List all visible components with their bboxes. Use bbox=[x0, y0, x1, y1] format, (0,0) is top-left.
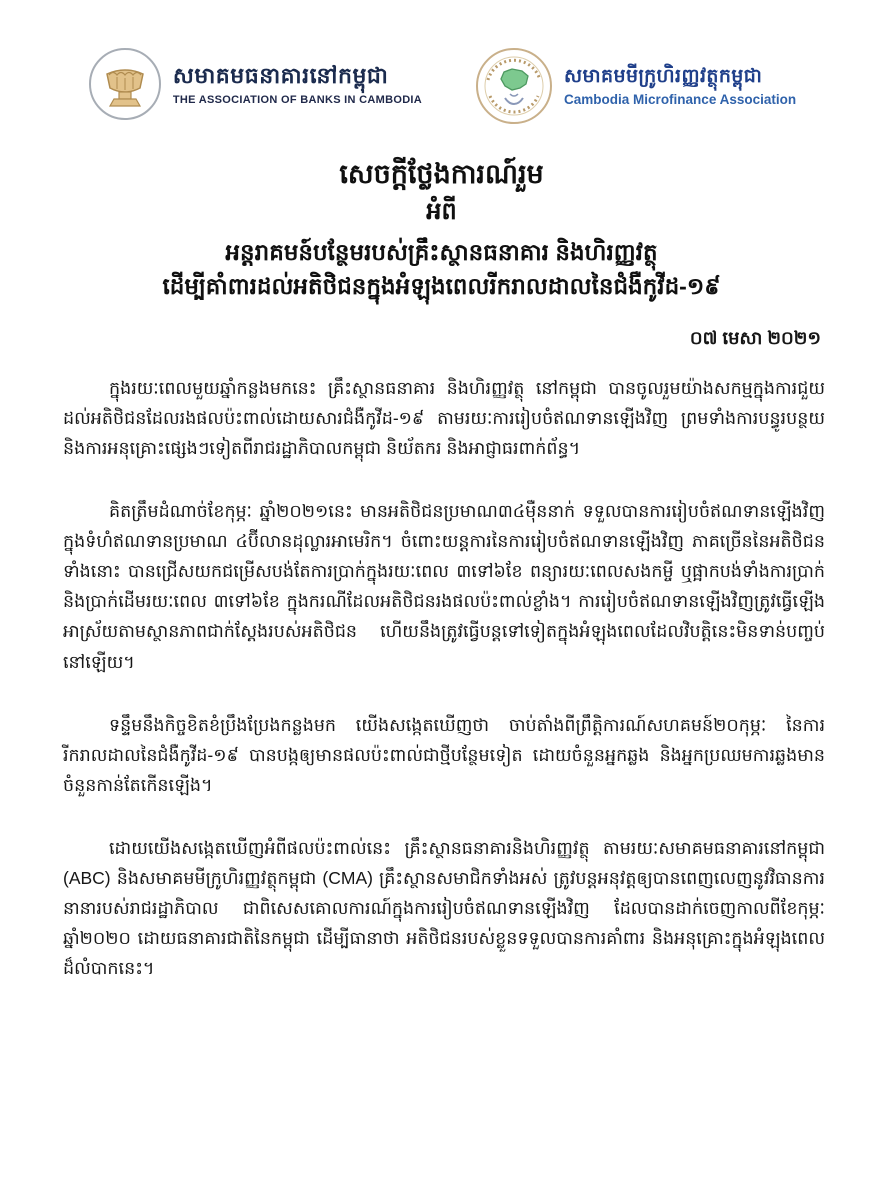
paragraph-2: គិតត្រឹមដំណាច់ខែកុម្ភៈ ឆ្នាំ២០២១នេះ មានអតិថិជនប្រមាណ៣៤ម៉ឺននាក់ ទទួលបានការរៀបចំឥណទានឡើងវិញ ក្នុងទំហំឥណទានប្រមាណ ៤ប៊ីលានដុល្លារអាមេរិក។ ចំពោះយន្តការនៃការរៀបចំឥណទានឡើងវិញ ភាគច្រើននៃអតិថិជនទាំងនោះ បានជ្រើសយកជម្រើសបង់តែការប្រាក់ក្នុងរយៈពេល ៣ទៅ៦ខែ ពន្យារយៈពេលសងកម្ចី ឬផ្អាកបង់ទាំងការប្រាក់ និងប្រាក់ដើមរយៈពេល ៣ទៅ៦ខែ ក្នុងករណីដែលអតិថិជនរងផលប៉ះពាល់ខ្លាំង។ ការរៀបចំឥណទានឡើងវិញត្រូវធ្វើឡើង អាស្រ័យតាមស្ថានភាពជាក់ស្តែងរបស់អតិថិជន ហើយនឹងត្រូវធ្វើបន្តទៅទៀតក្នុងអំឡុងពេលដែលវិបត្តិនេះមិនទាន់បញ្ចប់នៅឡើយ។ bbox=[63, 501, 825, 672]
cma-english-name: Cambodia Microfinance Association bbox=[564, 91, 797, 107]
title-line-3: អន្តរាគមន៍បន្ថែមរបស់គ្រឹះស្ថានធនាគារ និងហិរញ្ញវត្ថុ bbox=[225, 238, 658, 265]
cma-logo-text bbox=[564, 65, 796, 107]
document-body bbox=[63, 373, 825, 984]
title-line-2: អំពី bbox=[426, 198, 457, 226]
document-date: ០៧ មេសា ២០២១ bbox=[689, 327, 821, 348]
title-line-1: សេចក្តីថ្លែងការណ៍រួម bbox=[339, 159, 544, 189]
cma-logo-icon bbox=[474, 46, 554, 126]
abc-logo-text bbox=[173, 62, 422, 106]
cma-khmer-name: សមាគមមីក្រូហិរញ្ញវត្ថុកម្ពុជា bbox=[564, 66, 763, 88]
title-line-4: ដើម្បីគាំពារដល់អតិថិជនក្នុងអំឡុងពេលរីករាលដាលនៃជំងឺកូវីដ-១៩ bbox=[162, 273, 721, 300]
abc-logo bbox=[87, 46, 422, 122]
paragraph-3: ទន្ទឹមនឹងកិច្ចខិតខំប្រឹងប្រែងកន្លងមក យើងសង្កេតឃើញថា ចាប់តាំងពីព្រឹត្តិការណ៍សហគមន៍២០កុម្ភៈ នៃការរីករាលដាលនៃជំងឺកូវីដ-១៩ បានបង្កឲ្យមានផលប៉ះពាល់ជាថ្មីបន្ថែមទៀត ដោយចំនួនអ្នកឆ្លង និងអ្នកប្រឈមការឆ្លងមានចំនួនកាន់តែកើនឡើង។ bbox=[63, 714, 825, 795]
header-logos bbox=[0, 0, 883, 126]
abc-logo-icon bbox=[87, 46, 163, 122]
paragraph-1: ក្នុងរយៈពេលមួយឆ្នាំកន្លងមកនេះ គ្រឹះស្ថានធនាគារ និងហិរញ្ញវត្ថុ នៅកម្ពុជា បានចូលរួមយ៉ាងសកម្មក្នុងការជួយដល់អតិថិជនដែលរងផលប៉ះពាល់ដោយសារជំងឺកូវីដ-១៩ តាមរយៈការរៀបចំឥណទានឡើងវិញ ព្រមទាំងការបន្ធូរបន្ថយ និងការអនុគ្រោះផ្សេងៗទៀតពីរាជរដ្ឋាភិបាលកម្ពុជា និយ័តករ និងអាជ្ញាធរពាក់ព័ន្ធ។ bbox=[63, 377, 825, 459]
paragraph-4: ដោយយើងសង្កេតឃើញអំពីផលប៉ះពាល់នេះ គ្រឹះស្ថានធនាគារនិងហិរញ្ញវត្ថុ តាមរយៈសមាគមធនាគារនៅកម្ពុជា (ABC) និងសមាគមមីក្រូហិរញ្ញវត្ថុកម្ពុជា (CMA) គ្រឹះស្ថានសមាជិកទាំងអស់ ត្រូវបន្តអនុវត្តឲ្យបានពេញលេញនូវវិធានការនានារបស់រាជរដ្ឋាភិបាល ជាពិសេសគោលការណ៍ក្នុងការរៀបចំឥណទានឡើងវិញ ដែលបានដាក់ចេញកាលពីខែកុម្ភៈ ឆ្នាំ២០២០ ដោយធនាគារជាតិនៃកម្ពុជា ដើម្បីធានាថា អតិថិជនរបស់ខ្លួនទទួលបានការគាំពារ និងអនុគ្រោះក្នុងអំឡុងពេលដ៏លំបាកនេះ។ bbox=[63, 837, 825, 979]
abc-english-name: THE ASSOCIATION OF BANKS IN CAMBODIA bbox=[172, 93, 423, 106]
cma-logo bbox=[474, 46, 796, 126]
abc-khmer-name: សមាគមធនាគារនៅកម្ពុជា bbox=[172, 63, 389, 89]
document-title bbox=[0, 156, 883, 304]
